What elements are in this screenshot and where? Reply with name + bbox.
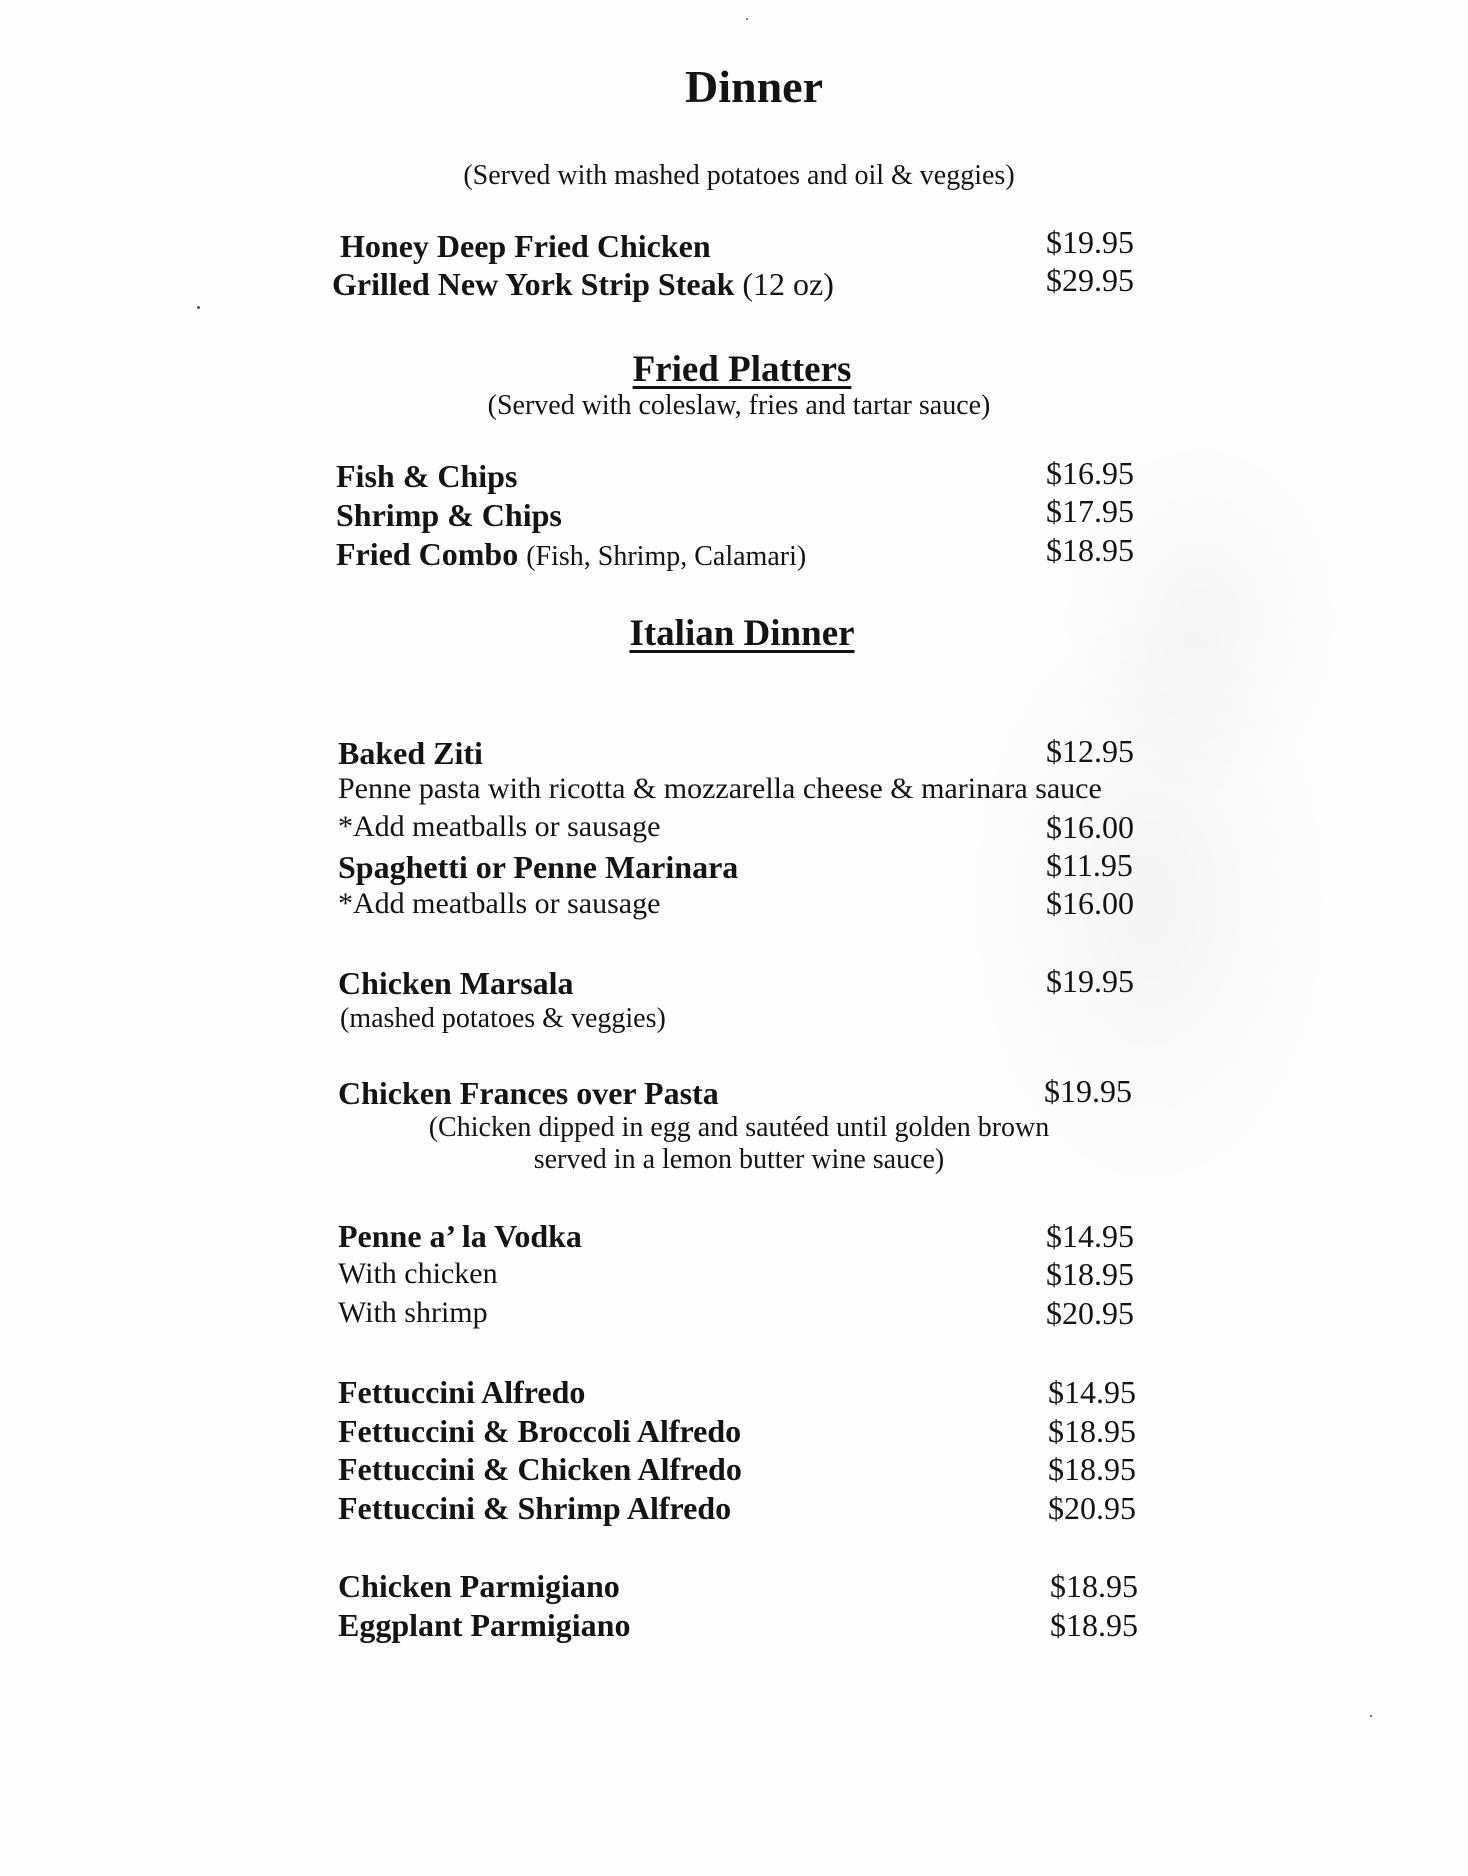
menu-item-price: $19.95: [1046, 963, 1134, 999]
add-on-label: With chicken: [338, 1257, 498, 1290]
menu-item-price: $18.95: [1048, 1413, 1136, 1449]
dinner-note: (Served with mashed potatoes and oil & veggies): [463, 160, 1015, 191]
menu-item-price: $14.95: [1048, 1374, 1136, 1410]
item-description: (Chicken dipped in egg and sautéed until golden brown: [428, 1112, 1050, 1143]
menu-item-price: $19.95: [1046, 224, 1134, 260]
menu-item-name: Fish & Chips: [336, 458, 518, 494]
menu-item-name: Fettuccini & Shrimp Alfredo: [338, 1490, 732, 1526]
menu-item-name: Eggplant Parmigiano: [338, 1607, 631, 1643]
item-name: Honey Deep Fried Chicken: [340, 228, 711, 264]
menu-item-price: $12.95: [1046, 733, 1134, 769]
menu-item-price: $20.95: [1048, 1490, 1136, 1526]
item-name: Fried Combo: [336, 536, 519, 572]
menu-item-price: $17.95: [1046, 493, 1134, 529]
menu-item-price: $16.00: [1046, 809, 1134, 845]
menu-item-price: $18.95: [1050, 1607, 1138, 1643]
menu-item-name: Chicken Marsala: [338, 965, 574, 1001]
menu-item-price: $19.95: [1044, 1073, 1132, 1109]
item-name: Grilled New York Strip Steak: [332, 266, 735, 302]
menu-item-name: Fettuccini Alfredo: [338, 1374, 586, 1410]
section-heading-italian-dinner: Italian Dinner: [629, 613, 855, 654]
fried-platters-note: (Served with coleslaw, fries and tartar sauce): [487, 390, 991, 421]
menu-item-price: $18.95: [1050, 1568, 1138, 1604]
menu-item-name: [336, 536, 806, 573]
menu-item-name: Shrimp & Chips: [336, 497, 562, 533]
add-on-label: *Add meatballs or sausage: [338, 810, 661, 843]
menu-item-name: Penne a’ la Vodka: [338, 1218, 582, 1254]
scan-speck: [746, 18, 748, 20]
item-extra: (Fish, Shrimp, Calamari): [526, 541, 807, 572]
scan-speck: [1370, 1715, 1372, 1717]
menu-item-price: $18.95: [1048, 1451, 1136, 1487]
item-description: served in a lemon butter wine sauce): [533, 1144, 945, 1175]
menu-item-name: [340, 228, 711, 265]
menu-item-price: $20.95: [1046, 1295, 1134, 1331]
menu-item-name: Fettuccini & Chicken Alfredo: [338, 1451, 742, 1487]
menu-item-price: $18.95: [1046, 532, 1134, 568]
menu-item-price: $18.95: [1046, 1256, 1134, 1292]
item-description: Penne pasta with ricotta & mozzarella cheese & marinara sauce: [338, 772, 1102, 805]
menu-item-price: $14.95: [1046, 1218, 1134, 1254]
menu-item-name: Fettuccini & Broccoli Alfredo: [338, 1413, 742, 1449]
section-heading-fried-platters: Fried Platters: [632, 349, 852, 390]
page-title: Dinner: [685, 61, 823, 112]
add-on-label: With shrimp: [338, 1296, 488, 1329]
menu-item-name: Spaghetti or Penne Marinara: [338, 849, 739, 885]
item-extra: (12 oz): [742, 266, 834, 302]
menu-item-price: $29.95: [1046, 262, 1134, 298]
menu-item-name: Chicken Parmigiano: [338, 1568, 620, 1604]
menu-item-name: Chicken Frances over Pasta: [338, 1075, 719, 1111]
menu-item-name: Baked Ziti: [338, 735, 483, 771]
menu-item-price: $16.95: [1046, 455, 1134, 491]
add-on-label: *Add meatballs or sausage: [338, 887, 661, 920]
item-description: (mashed potatoes & veggies): [340, 1003, 666, 1034]
scan-speck: [197, 306, 200, 309]
menu-item-price: $16.00: [1046, 885, 1134, 921]
menu-item-name: [332, 266, 834, 303]
menu-item-price: $11.95: [1046, 847, 1133, 883]
